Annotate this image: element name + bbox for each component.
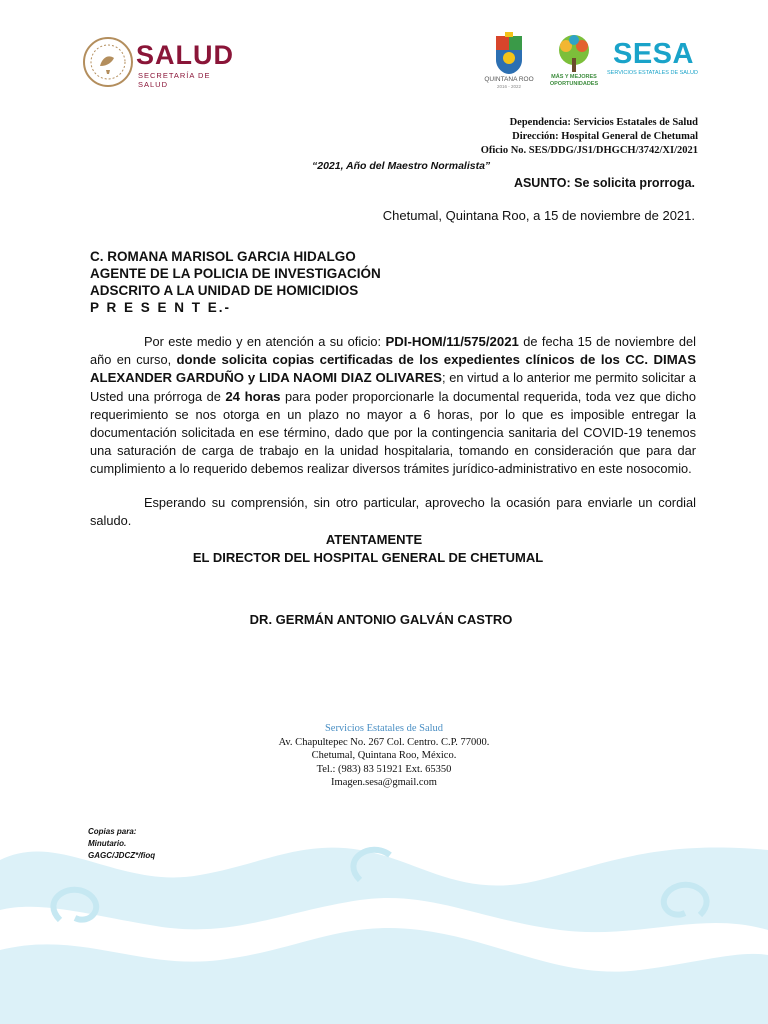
copies-initials: GAGC/JDCZ*/fioq	[88, 851, 156, 860]
salud-logo	[82, 36, 242, 90]
copies-minutario: Minutario.	[88, 839, 127, 848]
footer-phone: Tel.: (983) 83 51921 Ext. 65350	[316, 763, 452, 775]
body-paragraph-1	[90, 333, 696, 479]
footer-block	[0, 722, 768, 790]
header-block	[481, 116, 698, 158]
p1-extension-text: ; en virtud a lo anterior me permito solicitar a Usted una prórroga de	[90, 370, 696, 404]
signer-name: DR. GERMÁN ANTONIO GALVÁN CASTRO	[249, 612, 513, 627]
presente-line: P R E S E N T E.-	[90, 300, 232, 315]
addressee-position: AGENTE DE LA POLICIA DE INVESTIGACIÓN	[90, 266, 381, 281]
oficio-reference: PDI-HOM/11/575/2021	[385, 334, 519, 349]
body-paragraph-2: Esperando su comprensión, sin otro particular, aprovecho la ocasión para enviarle un cordial saludo.	[90, 495, 696, 529]
quintana-roo-period: 2016 - 2022	[496, 84, 522, 89]
footer-email: Imagen.sesa@gmail.com	[331, 777, 437, 788]
footer-city: Chetumal, Quintana Roo, México.	[311, 750, 457, 761]
copies-block	[88, 826, 155, 862]
extension-hours: 24 horas	[225, 388, 281, 404]
signer-position: EL DIRECTOR DEL HOSPITAL GENERAL DE CHETUMAL	[192, 550, 544, 565]
sesa-subtitle: SERVICIOS ESTATALES DE SALUD	[607, 70, 698, 76]
national-seal-icon	[82, 36, 134, 88]
quintana-roo-shield-icon	[479, 32, 539, 76]
atentamente: ATENTAMENTE	[325, 532, 423, 547]
footer-organization: Servicios Estatales de Salud	[324, 723, 444, 734]
oportunidades-logo	[548, 34, 600, 90]
p1-justification: para poder proporcionarle la documental requerida, toda vez que dicho requerimiento se nos otorga en un plazo no mayor a 6 horas, por lo que es imposible entregar la documentación solicitada en ese término, dado que por la contingencia sanitaria del COVID-19 tenemos una saturación de carga de trabajo en la unidad hospitalaria, tomando en consideración que para dar cumplimiento a lo requerido debemos realizar diversos trámites jurídico-administrativo en este nosocomio.	[90, 388, 697, 477]
sesa-logo	[607, 38, 699, 82]
year-motto: “2021, Año del Maestro Normalista”	[312, 160, 491, 172]
direccion-line: Dirección: Hospital General de Chetumal	[512, 131, 698, 142]
addressee-unit: ADSCRITO A LA UNIDAD DE HOMICIDIOS	[90, 283, 359, 298]
p1-date-text: de fecha 15 de noviembre del año en curso,	[90, 334, 697, 368]
oficio-number: Oficio No. SES/DDG/JS1/DHGCH/3742/XI/2021	[480, 145, 698, 156]
addressee-block	[90, 248, 381, 316]
sesa-wordmark: SESA	[613, 38, 694, 70]
dependencia-line: Dependencia: Servicios Estatales de Salud	[509, 117, 698, 128]
subject-line: ASUNTO: Se solicita prorroga.	[513, 176, 695, 190]
footer-address: Av. Chapultepec No. 267 Col. Centro. C.P. 77000.	[278, 736, 490, 748]
salud-subtitle: SECRETARÍA DE SALUD	[138, 71, 211, 89]
quintana-roo-text: QUINTANA ROO	[484, 76, 534, 83]
p1-intro: Por este medio y en atención a su oficio:	[144, 334, 386, 349]
addressee-name: C. ROMANA MARISOL GARCIA HIDALGO	[90, 249, 356, 264]
copies-label: Copias para:	[88, 827, 137, 836]
request-description: donde solicita copias certificadas de los expedientes clínicos de los CC. DIMAS ALEXANDER GARDUÑO y LIDA NAOMI DIAZ OLIVARES	[90, 352, 696, 386]
oportunidades-text	[548, 74, 600, 87]
salud-wordmark: SALUD	[136, 40, 234, 70]
oportunidades-line-2: OPORTUNIDADES	[549, 80, 599, 87]
tree-icon	[548, 34, 600, 74]
quintana-roo-logo	[479, 32, 539, 94]
place-date: Chetumal, Quintana Roo, a 15 de noviembre de 2021.	[382, 208, 695, 223]
oportunidades-line-1: MÁS Y MEJORES	[551, 74, 597, 80]
